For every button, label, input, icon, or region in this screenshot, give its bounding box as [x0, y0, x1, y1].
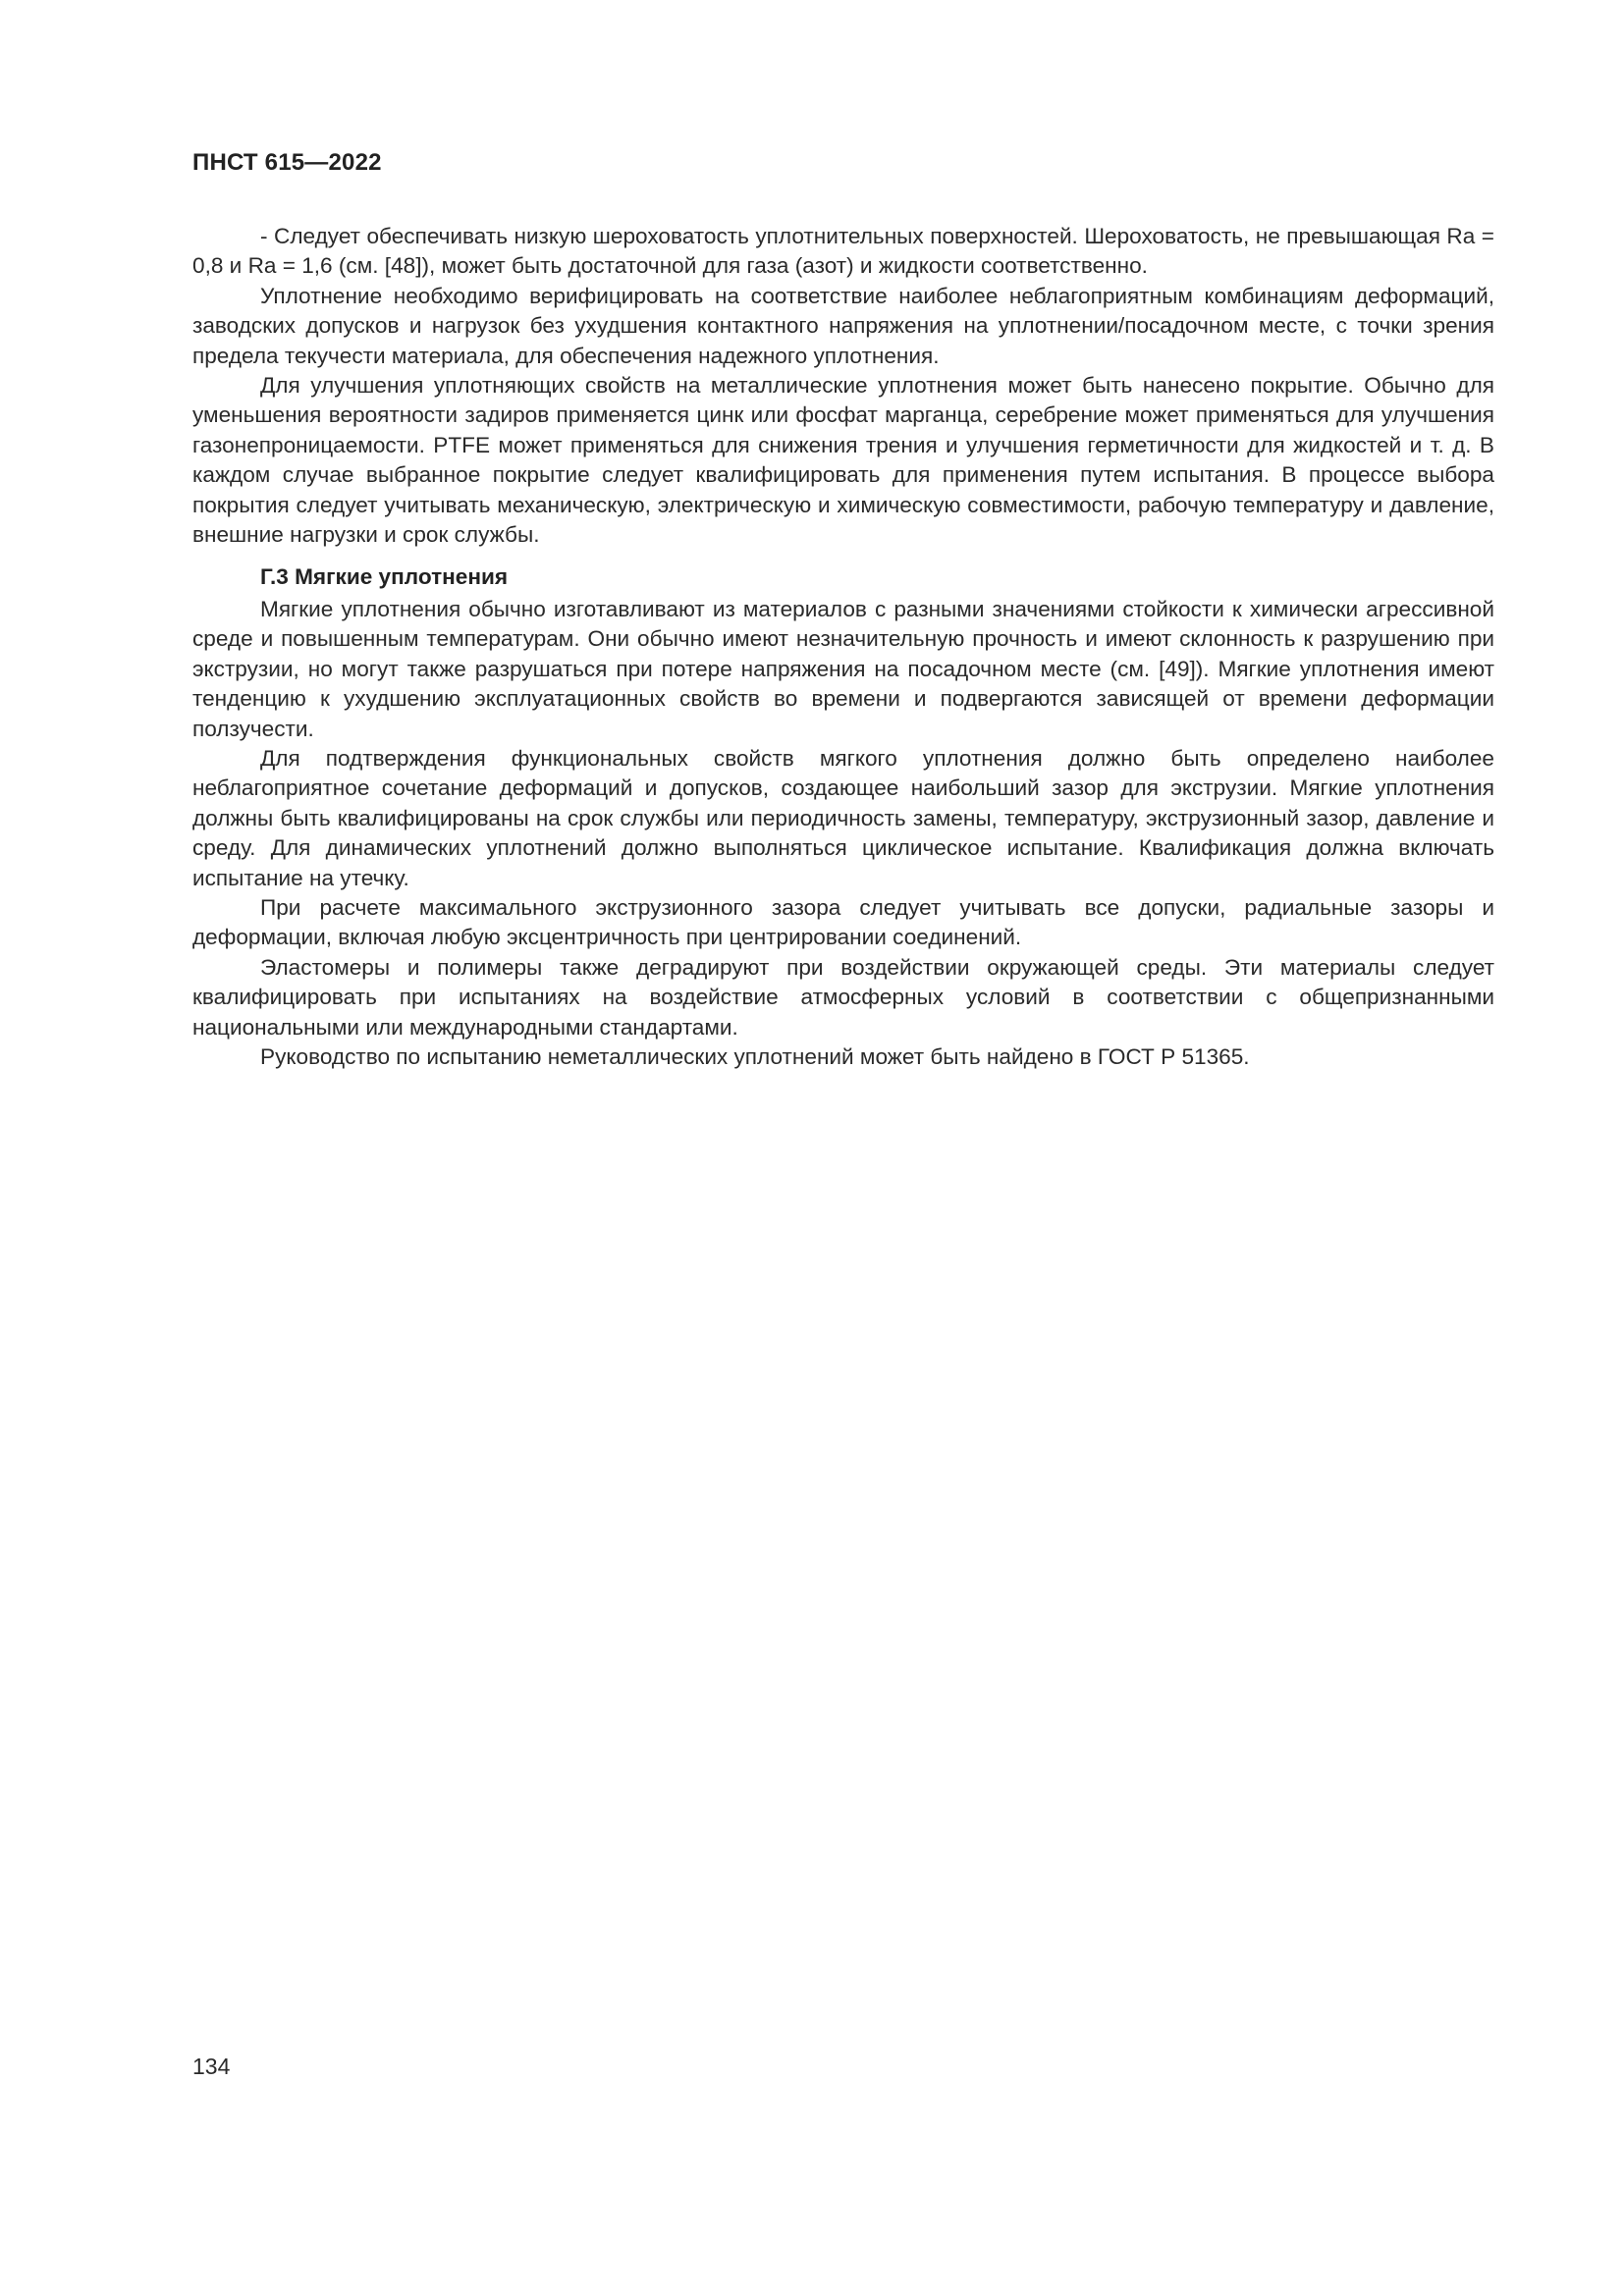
page-number: 134	[192, 2054, 231, 2079]
document-id-header: ПНСТ 615—2022	[192, 149, 382, 176]
paragraph-soft-seals-intro: Мягкие уплотнения обычно изготавливают из материалов с разными значениями стойкости к химически агрессивной среде и повышенным температурам. Они обычно имеют незначительную прочность и имеют склонность к разрушению при экструзии, но могут также разрушаться при потере напряжения на посадочном месте (см. [49]). Мягкие уплотнения имеют тенденцию к ухудшению эксплуатационных свойств во времени и подвергаются зависящей от времени деформации ползучести.	[192, 596, 1494, 741]
paragraph-extrusion-gap: При расчете максимального экструзионного зазора следует учитывать все допуски, радиальные зазоры и деформации, включая любую эксцентричность при центрировании соединений.	[192, 894, 1494, 950]
paragraph-guidance: Руководство по испытанию неметаллических уплотнений может быть найдено в ГОСТ Р 51365.	[260, 1043, 1250, 1069]
paragraph-coating: Для улучшения уплотняющих свойств на металлические уплотнения может быть нанесено покрытие. Обычно для уменьшения вероятности задиров применяется цинк или фосфат марганца, серебрение может применяться для улучшения газонепроницаемости. PTFE может применяться для снижения трения и улучшения герметичности для жидкостей и т. д. В каждом случае выбранное покрытие следует квалифицировать для применения путем испытания. В процессе выбора покрытия следует учитывать механическую, электрическую и химическую совместимости, рабочую температуру и давление, внешние нагрузки и срок службы.	[192, 373, 1494, 548]
paragraph-verification: Уплотнение необходимо верифицировать на соответствие наиболее неблагоприятным комбинациям деформаций, заводских допусков и нагрузок без ухудшения контактного напряжения на уплотнении/посадочном месте, с точки зрения предела текучести материала, для обеспечения надежного уплотнения.	[192, 283, 1494, 368]
section-heading-soft-seals: Г.3 Мягкие уплотнения	[260, 564, 509, 590]
paragraph-soft-seals-qualification: Для подтверждения функциональных свойств мягкого уплотнения должно быть определено наиболее неблагоприятное сочетание деформаций и допусков, создающее наибольший зазор для экструзии. Мягкие уплотнения должны быть квалифицированы на срок службы или периодичность замены, температуру, экструзионный зазор, давление и среду. Для динамических уплотнений должно выполняться циклическое испытание. Квалификация должна включать испытание на утечку.	[192, 745, 1494, 890]
page-body	[192, 222, 1494, 1072]
paragraph-elastomers: Эластомеры и полимеры также деградируют при воздействии окружающей среды. Эти материалы следует квалифицировать при испытаниях на воздействие атмосферных условий в соответствии с общепризнанными национальными или международными стандартами.	[192, 954, 1494, 1040]
paragraph-roughness: - Следует обеспечивать низкую шероховатость уплотнительных поверхностей. Шероховатость, не превышающая Ra = 0,8 и Ra = 1,6 (см. [48]), может быть достаточной для газа (азот) и жидкости соответственно.	[192, 224, 1494, 279]
